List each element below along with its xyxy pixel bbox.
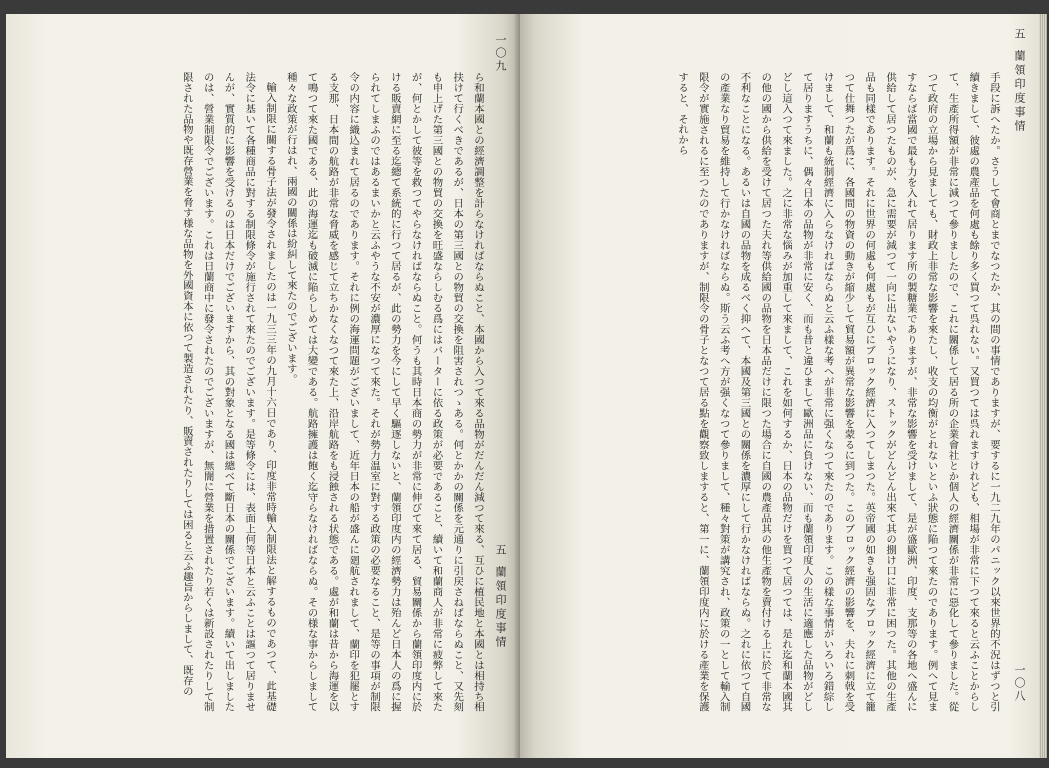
right-page-body (534, 72, 1004, 712)
left-page (6, 14, 518, 758)
left-running-head: 蘭領印度事情 (494, 566, 507, 650)
right-paragraph-1: 手段に訴へたか。さうして會商とまでなつたか、其の間の事情でありますが、要するに一九二九年のパニック以來世界的不況はずつと引續きまして、彼處の農產品を何處も餘り多く買つて呉れない。又買つては呉れますけれども、相場が非常に下つて來ると云ふことからして、生產所得額が非常に減つて參りましたので、これに關係して居る所の企業會社とか個人の經濟關係が非常に惡化して參りました。從つて政府の立場から見ましても、財政上非常な影響を來たし、收支の均衡がとれないといふ狀態に陥つて來たのであります。例へて見ますならば當國で最も力を入れて居ります所の製糖業でありますが、非常な影響を受けまして、是が盛歐洲、印度、支那等の各地へ盛んに供給して居つたものが、急に需要が減つて一向に出ないやうになり、ストックがどんどん出來て其の捌け口に非常に困つた。其他の生產品も同樣であります。それに世界の何處も何處もが互ひにブロック經濟に入つてしまつた。英帝國の如きも强固なブロック經濟に立て籠つて仕舞つたが爲に、各國間の物資の動きが縮少して貿易額が異常な影響を蒙るに到つた。このブロック經濟の影響を、夫れに刺戟を受けまして、和蘭も統制經濟に入らなければならぬと云ふ樣な考へが非常に强くなつて來たのであります。この樣な事情がいろいろ錯綜して居りますうちに、偶々日本の品物が非常に安く、而も昔と違ひまして歐洲品に負けない、而も蘭領印度人の生活に適應した品物がどしどし這入つて來ました。之に非常な惱みが加重して來まして、これを如何するか、日本の品物だけを買つて居つては、是れ迄和蘭本國其の他の國から供給を受けて居つた夫れ等供給國の品物を日本品だけに限つた場合に自國の農產品其の他生產物を賣付ける上に於て非常な不利なことになる。あるいは自國の品物を成るべく抑へて、本國及第三國との關係を濃厚にして行かなければならぬ。之れに依つて自國の產業なり貿易を維持して行かなければならぬ。斯う云ふ考へ方が强くなつて參りまして、種々對策が講究され、政策の一として輸入制限令が實施されるに至つたのでありますが、制限令の骨子となつて居る點を觀察致しますると、第一に、蘭領印度内に於ける產業を保護すると、それから (676, 72, 1000, 712)
right-folio: 一〇八 (1013, 664, 1026, 703)
right-running-head: 蘭領印度事情 (1013, 50, 1026, 134)
right-page (520, 14, 1040, 758)
left-folio: 一〇九 (494, 34, 507, 73)
left-paragraph-2: 輸入制限に關する骨子法が發令されましたのは一九三三年の九月十六日であり、印度非常時輸入制限法と解するものであつて、此基礎法令に基いて各種商品に對する制限條令が施行されて來たのでございます。是等條令には、表面上何等日本と云ふことは謳つて居りませんが、實質的に影響を受けるのは日本だけでございますから、其の對象となる國は總べて斷日本の關係でございます。續いて出しましたのは、營業制限令でございます。これは日蘭商中に發令されたのでございますが、無闇に營業を措置されたり若くは新設されたりして制限された品物や既存營業を脅す様な品物を外國資本に依つて製造されたり、販賣されたりしては困ると云ふ趣旨からしまして、既存の (180, 72, 277, 712)
left-page-body (28, 72, 488, 712)
left-chapter-number: 五 (494, 544, 507, 555)
right-chapter-number: 五 (1013, 28, 1026, 39)
left-paragraph-1: ら和蘭本國との經濟調整を計らなければならぬこと、本國から入つて來る品物がだんだん減つて來る、互ひに植民地と本國とは相持ち相扶けて行くべきであるが、日本の第三國との物貿の交換を阻害されつゝある。何とかかの關係を元通りに引戻さねばならぬこと、又先刻も申上げた第三國との物貿の交換を旺盛ならしむる爲にはバーターに依る政策が必要であること、續いて和蘭商人が非常に疲弊して來たが、何とかして彼等を救つてやらなければならぬこと。何うも其時日本商の勢力が非常に伸びて來て居る、貿易關係から蘭領印度内に於ける販賣網に至る迄總て系統的に行つて居るが、此の勢力を今にして早く驅逐しないと、蘭領印度内の經濟勢力は殆んど日本人の爲に握られてしまふのではあるまいかと云ふやうな不安が濃厚になつて來た。それが勢力温室に對する政策の必要なること、是等の事項が制限令の内容に織込まれて居るのであります。それに例の海運問題がございまして、近年日本の船が盛んに廻航されまして、蘭印を犯罷とする支那、日本間の航路が非常な脅威を感じて立ちかなくなつて來た上、沿岸航路をも浸蝕される状態である。處が和蘭は昔から海運を以て鳴つて來た國である、此の海運迄も破滅に陥らしめては大變である。航路擁護は飽く迄守らなければならぬ。その様な事からしまして種々な政策が行はれ、兩國の關係は紛糾して來たのでございます。 (284, 72, 484, 712)
page-edges (1039, 14, 1047, 758)
